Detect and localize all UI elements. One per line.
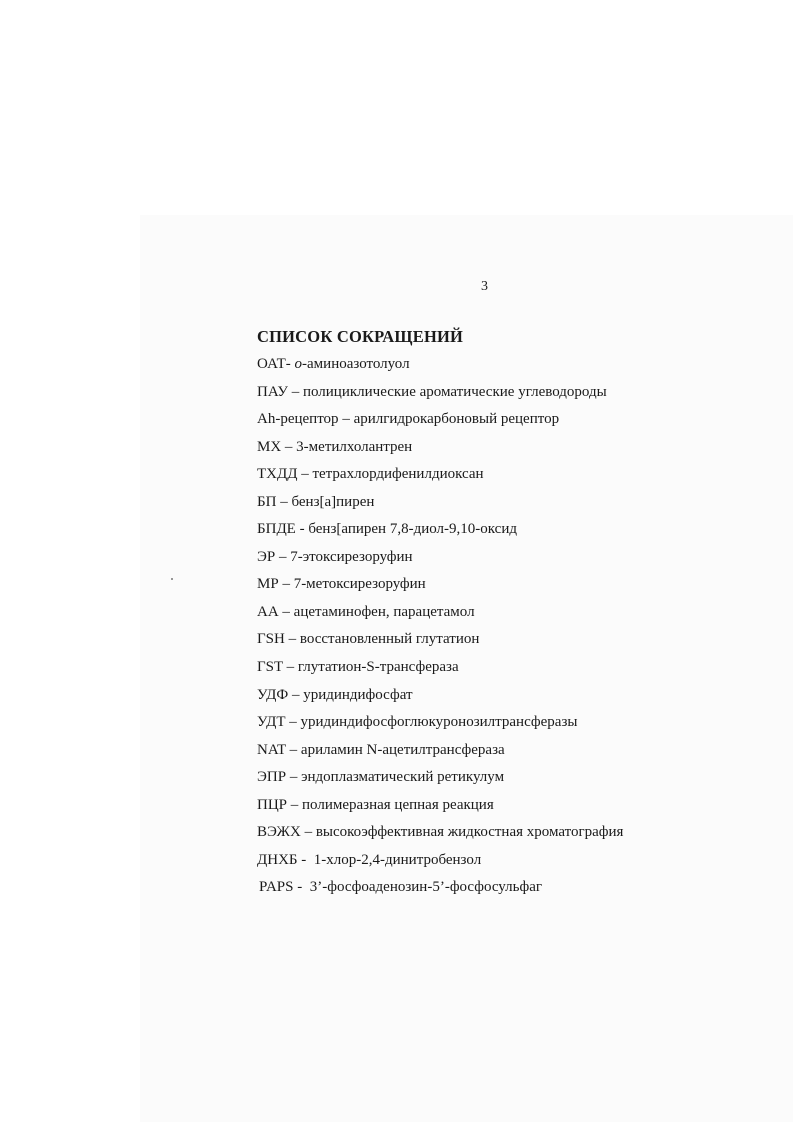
abbreviation-separator: – xyxy=(287,383,303,400)
page-title: СПИСОК СОКРАЩЕНИЙ xyxy=(257,327,464,346)
abbreviation-term: ЭР xyxy=(257,548,276,565)
list-item xyxy=(257,682,623,710)
abbreviation-definition: 7-этоксирезоруфин xyxy=(290,548,413,565)
abbreviation-term: Ah-рецептор xyxy=(257,411,339,428)
abbreviation-term: БПДЕ xyxy=(257,521,296,538)
list-item xyxy=(257,819,623,847)
abbreviation-definition: арилгидрокарбоновый рецептор xyxy=(353,411,560,428)
abbreviation-separator: - xyxy=(297,851,314,868)
abbreviation-term: ТХДД xyxy=(257,466,298,483)
abbreviation-term: ОАТ- xyxy=(257,356,291,372)
page-number: 3 xyxy=(481,279,488,294)
list-item xyxy=(257,516,623,544)
abbreviation-definition: 3-метилхолантрен xyxy=(296,438,413,455)
abbreviation-separator: - xyxy=(295,521,309,538)
list-item xyxy=(257,489,623,517)
abbreviation-separator: – xyxy=(285,714,301,731)
list-item xyxy=(257,626,623,654)
abbreviation-list xyxy=(257,351,623,902)
abbreviation-separator: – xyxy=(284,631,300,648)
abbreviation-term: УДТ xyxy=(257,714,286,731)
abbreviation-term: БП xyxy=(257,493,277,510)
list-item xyxy=(257,709,623,737)
abbreviation-definition: бенз[апирен 7,8-диол-9,10-оксид xyxy=(308,521,517,538)
list-item xyxy=(257,792,623,820)
abbreviation-definition: полимеразная цепная реакция xyxy=(302,796,494,813)
list-item xyxy=(257,599,623,627)
abbreviation-definition: ариламин N-ацетилтрансфераза xyxy=(300,741,505,758)
abbreviation-definition: 7-метоксирезоруфин xyxy=(293,576,426,593)
list-item xyxy=(257,874,623,902)
list-item xyxy=(257,406,623,434)
abbreviation-term: ПЦР xyxy=(257,796,288,813)
abbreviation-term: МХ xyxy=(257,438,282,455)
list-item xyxy=(257,379,623,407)
abbreviation-term: ВЭЖХ xyxy=(257,824,301,841)
abbreviation-definition: полициклические ароматические углеводороды xyxy=(302,383,607,400)
abbreviation-definition: -аминоазотолуол xyxy=(302,356,410,372)
abbreviation-definition: 3’-фосфоаденозин-5’-фосфосульфаг xyxy=(309,879,542,896)
abbreviation-separator: – xyxy=(278,576,294,593)
abbreviation-separator: – xyxy=(282,659,298,676)
list-item xyxy=(257,434,623,462)
abbreviation-separator: – xyxy=(286,769,302,786)
abbreviation-term: ПАУ xyxy=(257,383,288,400)
abbreviation-term: ДНХБ xyxy=(257,851,298,868)
abbreviation-term: ГST xyxy=(257,659,283,676)
abbreviation-separator: – xyxy=(281,438,297,455)
abbreviation-term: УДФ xyxy=(257,686,289,703)
abbreviation-separator: – xyxy=(288,686,304,703)
abbreviation-term: ГSH xyxy=(257,631,285,648)
abbreviation-definition: высокоэффективная жидкостная хроматография xyxy=(315,824,624,841)
abbreviation-separator: – xyxy=(297,466,313,483)
abbreviation-separator: – xyxy=(287,796,303,813)
abbreviation-separator: – xyxy=(285,741,301,758)
abbreviation-definition: восстановленный глутатион xyxy=(299,631,480,648)
abbreviation-definition: ацетаминофен, парацетамол xyxy=(293,603,475,620)
list-item xyxy=(257,351,623,379)
abbreviation-separator: - xyxy=(293,879,310,896)
abbreviation-definition: уридиндифосфат xyxy=(303,686,413,703)
list-item xyxy=(257,654,623,682)
list-item xyxy=(257,461,623,489)
abbreviation-separator: – xyxy=(300,824,316,841)
abbreviation-term: АА xyxy=(257,603,279,620)
abbreviation-definition: эндоплазматический ретикулум xyxy=(301,769,505,786)
abbreviation-definition: уридиндифосфоглюкуронозилтрансферазы xyxy=(300,714,578,731)
abbreviation-definition-italic: о xyxy=(294,356,303,372)
abbreviation-term: ЭПР xyxy=(257,769,287,786)
list-item xyxy=(257,571,623,599)
abbreviation-term: МР xyxy=(257,576,279,593)
abbreviation-definition: 1-хлор-2,4-динитробензол xyxy=(313,851,482,868)
abbreviation-definition: глутатион-S-трансфераза xyxy=(297,659,459,676)
abbreviation-definition: тетрахлордифенилдиоксан xyxy=(312,466,484,483)
abbreviation-term: NAT xyxy=(257,741,286,758)
scan-speck xyxy=(171,578,173,580)
abbreviation-separator: – xyxy=(275,548,291,565)
abbreviation-definition: бенз[а]пирен xyxy=(291,493,375,510)
abbreviation-separator: – xyxy=(338,411,354,428)
abbreviation-term: PAPS xyxy=(259,879,294,896)
abbreviation-separator: – xyxy=(278,603,294,620)
list-item xyxy=(257,847,623,875)
abbreviation-separator: – xyxy=(276,493,292,510)
list-item xyxy=(257,544,623,572)
list-item xyxy=(257,764,623,792)
list-item xyxy=(257,737,623,765)
